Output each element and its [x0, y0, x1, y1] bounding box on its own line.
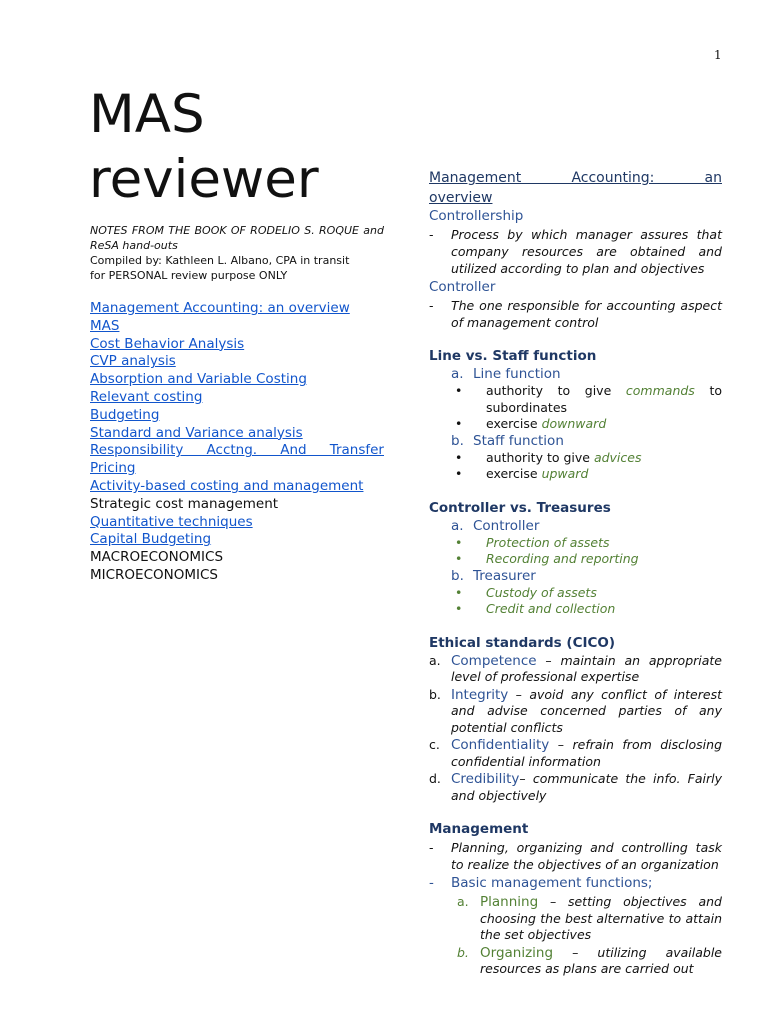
staff-function-label: Staff function: [473, 432, 564, 449]
bullet-icon: •: [455, 466, 463, 481]
emphasis-advices: advices: [593, 449, 642, 465]
toc-link-relevant-costing[interactable]: Relevant costing: [90, 388, 203, 405]
toc-link-cvp[interactable]: CVP analysis: [90, 353, 176, 370]
controller-item: [429, 518, 722, 535]
emphasis-upward: upward: [541, 466, 589, 481]
list-marker: b.: [457, 944, 469, 960]
notes-block: [90, 223, 384, 283]
overview-heading-line-2: overview: [429, 190, 493, 206]
list-marker: b.: [451, 432, 464, 449]
function-description: – utilizing available resources as plans are carried out: [480, 944, 722, 976]
toc-link-mas[interactable]: MAS: [90, 317, 120, 334]
bullet-custody-assets: [429, 585, 722, 602]
ethics-term: Credibility: [451, 771, 520, 787]
compiled-by-note: Compiled by: Kathleen L. Albano, CPA in transit: [90, 254, 350, 267]
bullet-text: authority to give: [486, 383, 626, 398]
controller-definition: - The one responsible for accounting aspect of management control: [429, 297, 722, 331]
overview-heading: [429, 168, 722, 208]
toc-link-budgeting[interactable]: Budgeting: [90, 406, 160, 423]
title-line-1: MAS: [89, 84, 205, 145]
bullet-text: exercise: [486, 416, 542, 431]
management-functions-label: - Basic management functions;: [429, 875, 722, 892]
bullet-credit-collection: [429, 601, 722, 618]
controllership-definition: - Process by which manager assures that company resources are obtained and utilized according to plan and objectives: [429, 226, 722, 277]
list-marker: a.: [429, 652, 441, 668]
bullet-icon: •: [455, 551, 463, 566]
right-column: [429, 168, 722, 979]
emphasis-downward: downward: [541, 416, 607, 431]
source-note: NOTES FROM THE BOOK OF RODELIO S. ROQUE and ReSA hand-outs: [90, 224, 384, 252]
treasurer-item-label: Treasurer: [473, 567, 536, 584]
staff-function-item: [429, 433, 722, 450]
line-function-label: Line function: [473, 366, 561, 382]
controller-item-label: Controller: [473, 517, 540, 534]
bullet-text: exercise: [486, 466, 542, 481]
document-title: [89, 82, 319, 212]
controllership-label: Controllership: [429, 208, 524, 224]
bullet-text: Recording and reporting: [486, 551, 639, 566]
bullet-icon: •: [455, 601, 463, 616]
table-of-contents: [90, 300, 384, 585]
management-definition: - Planning, organizing and controlling task to realize the objectives of an organization: [429, 839, 722, 873]
bullet-icon: •: [455, 534, 463, 550]
ethics-description: – communicate the info. Fairly and objectively: [451, 771, 722, 803]
function-term: Organizing: [480, 944, 554, 961]
ethics-term: Confidentiality: [451, 737, 550, 753]
controller-treasures-heading: Controller vs. Treasures: [429, 499, 611, 516]
toc-link-cost-behavior[interactable]: Cost Behavior Analysis: [90, 335, 245, 352]
list-marker: c.: [429, 737, 440, 752]
bullet-downward: [429, 416, 722, 433]
line-staff-heading: Line vs. Staff function: [429, 348, 597, 364]
bullet-text: Custody of assets: [486, 584, 597, 600]
list-marker: b.: [451, 567, 464, 584]
ethics-description: – maintain an appropriate level of professional expertise: [451, 652, 722, 684]
bullet-commands: [429, 383, 722, 416]
toc-item-macroeconomics: MACROECONOMICS: [90, 549, 224, 566]
ethics-competence: [429, 653, 722, 686]
purpose-note: for PERSONAL review purpose ONLY: [90, 269, 288, 282]
list-marker: b.: [429, 686, 441, 702]
ethics-confidentiality: [429, 737, 722, 770]
ethics-credibility: [429, 771, 722, 804]
ethics-integrity: [429, 687, 722, 737]
emphasis-commands: commands: [625, 383, 695, 398]
overview-heading-line-1: Management Accounting: an: [429, 170, 722, 186]
ethics-term: Integrity: [451, 686, 509, 703]
title-line-2: reviewer: [89, 149, 319, 210]
bullet-text: Credit and collection: [486, 601, 616, 616]
toc-link-activity-based[interactable]: Activity-based costing and management: [90, 477, 364, 494]
bullet-icon: •: [455, 584, 463, 600]
bullet-text: Protection of assets: [486, 534, 610, 550]
bullet-text-tail: to subordinates: [486, 383, 722, 415]
bullet-advices: [429, 450, 722, 467]
toc-link-transfer-pricing[interactable]: Pricing: [90, 460, 136, 477]
bullet-upward: [429, 466, 722, 483]
toc-link-management-accounting[interactable]: Management Accounting: an overview: [90, 300, 350, 316]
management-heading: Management: [429, 821, 529, 837]
ethics-term: Competence: [451, 652, 537, 669]
toc-item-strategic-cost: Strategic cost management: [90, 495, 279, 512]
list-marker: a.: [451, 517, 464, 534]
function-description: – setting objectives and choosing the best alternative to attain the set objectives: [480, 894, 722, 942]
ethics-heading: Ethical standards (CICO): [429, 634, 616, 651]
treasurer-item: [429, 568, 722, 585]
list-marker: a.: [457, 894, 469, 909]
toc-link-standard-variance[interactable]: Standard and Variance analysis: [90, 424, 303, 441]
toc-link-quantitative[interactable]: Quantitative techniques: [90, 513, 253, 530]
bullet-icon: •: [455, 449, 463, 465]
function-organizing: [429, 945, 722, 978]
bullet-recording-reporting: [429, 551, 722, 568]
toc-item-microeconomics: MICROECONOMICS: [90, 566, 218, 583]
ethics-description: – refrain from disclosing confidential information: [451, 737, 722, 769]
page-number: 1: [714, 48, 722, 62]
list-marker: d.: [429, 771, 441, 786]
bullet-icon: •: [455, 383, 463, 398]
function-planning: [429, 894, 722, 944]
bullet-text: authority to give: [486, 449, 594, 465]
line-function-item: [429, 366, 722, 383]
ethics-description: – avoid any conflict of interest and advise concerned parties of any potential conflicts: [451, 686, 722, 735]
bullet-protection-assets: [429, 535, 722, 552]
controller-label: Controller: [429, 279, 496, 295]
bullet-icon: •: [455, 416, 463, 431]
toc-link-absorption-variable[interactable]: Absorption and Variable Costing: [90, 371, 307, 388]
toc-link-capital-budgeting[interactable]: Capital Budgeting: [90, 531, 212, 548]
list-marker: a.: [451, 366, 464, 382]
toc-link-responsibility-acctng[interactable]: Responsibility Acctng. And Transfer: [90, 442, 384, 459]
function-term: Planning: [480, 894, 539, 910]
